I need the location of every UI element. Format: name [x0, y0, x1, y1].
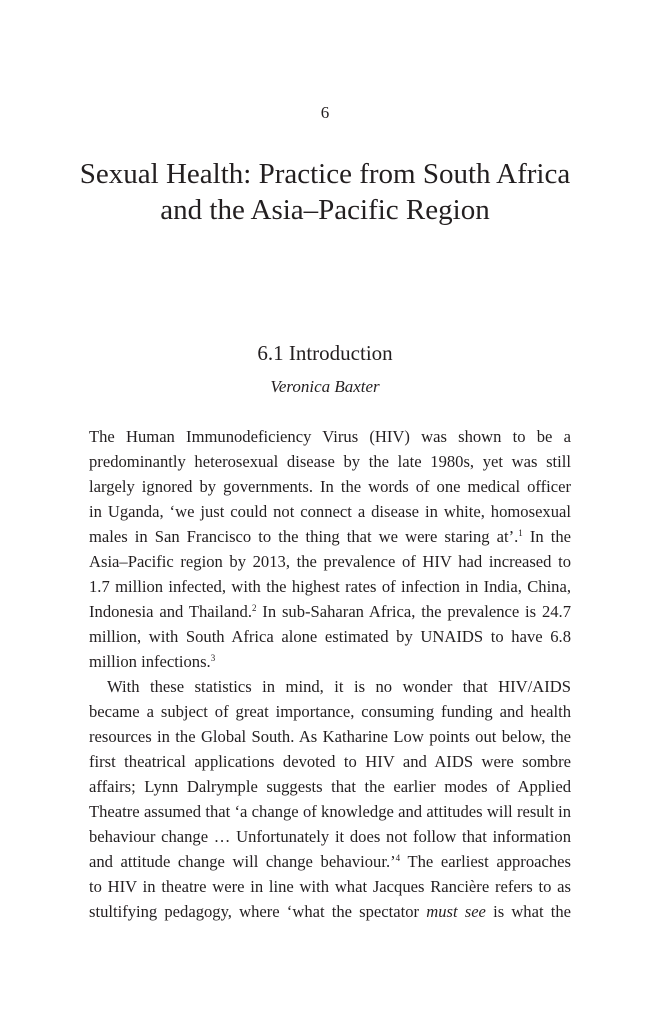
paragraph-1	[89, 424, 571, 674]
text-line: Asia–Pacific region by 2013, the prevalence of HIV had increased to	[89, 552, 571, 571]
footnote-marker: 3	[210, 653, 216, 663]
text-line: to HIV in theatre were in line with what Jacques Rancière refers to as	[89, 877, 571, 896]
text-line: in Uganda, ‘we just could not connect a disease in white, homosexual	[89, 502, 571, 521]
footnote-marker: 4	[395, 853, 401, 863]
chapter-title	[40, 156, 610, 228]
chapter-title-line-2: and the Asia–Pacific Region	[160, 194, 490, 226]
text-line: million, with South Africa alone estimated by UNAIDS to have 6.8	[89, 627, 571, 646]
text-segment: Indonesia and Thailand.	[89, 602, 252, 621]
text-segment: The earliest approaches	[400, 852, 571, 871]
text-line	[89, 849, 571, 874]
text-line: 1.7 million infected, with the highest rates of infection in India, China,	[89, 577, 571, 596]
text-line: largely ignored by governments. In the words of one medical officer	[89, 477, 571, 496]
section-heading: 6.1 Introduction	[257, 341, 393, 365]
text-line	[89, 524, 571, 549]
text-line: Theatre assumed that ‘a change of knowledge and attitudes will result in	[89, 802, 571, 821]
text-segment: In sub-Saharan Africa, the prevalence is 24.7	[256, 602, 571, 621]
text-segment: is what the	[485, 902, 572, 921]
chapter-number: 6	[320, 103, 330, 122]
chapter-title-line-1: Sexual Health: Practice from South Africa	[79, 158, 571, 190]
footnote-marker: 1	[518, 528, 523, 538]
text-line: With these statistics in mind, it is no wonder that HIV/AIDS	[107, 677, 571, 696]
text-line: became a subject of great importance, consuming funding and health	[89, 702, 571, 721]
text-line: predominantly heterosexual disease by the late 1980s, yet was still	[89, 452, 571, 471]
text-line: resources in the Global South. As Katharine Low points out below, the	[89, 727, 571, 746]
text-line: behaviour change … Unfortunately it does not follow that information	[89, 827, 571, 846]
text-segment: In the	[522, 527, 571, 546]
text-segment: stultifying pedagogy, where ‘what the spectator	[89, 902, 427, 921]
text-line: first theatrical applications devoted to HIV and AIDS were sombre	[89, 752, 571, 771]
text-segment: million infections.	[89, 652, 211, 671]
text-line	[89, 899, 571, 924]
body-text	[89, 424, 571, 924]
text-segment: males in San Francisco to the thing that we were staring at’.	[89, 527, 519, 546]
text-line: The Human Immunodeficiency Virus (HIV) was shown to be a	[89, 427, 571, 446]
paragraph-2	[89, 674, 571, 924]
text-line	[89, 649, 571, 674]
text-segment: and attitude change will change behaviour.’	[89, 852, 396, 871]
footnote-marker: 2	[251, 603, 257, 613]
text-line	[89, 599, 571, 624]
emphasis-text: must see	[426, 902, 486, 921]
section-author: Veronica Baxter	[270, 377, 380, 396]
text-line: affairs; Lynn Dalrymple suggests that the earlier modes of Applied	[89, 777, 571, 796]
